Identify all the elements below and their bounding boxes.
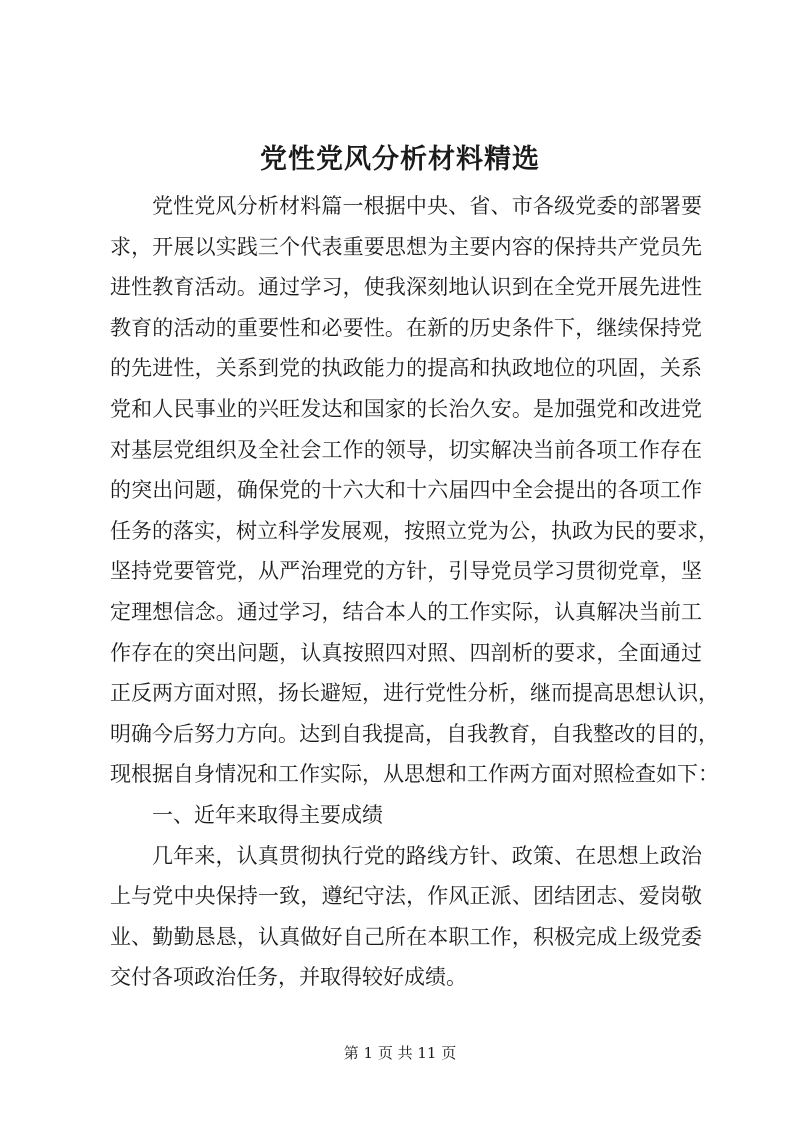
page-footer: 第 1 页 共 11 页 [343,1044,457,1062]
text-line: 正反两方面对照，扬长避短，进行党性分析，继而提高思想认识， [110,681,719,706]
text-line: 的突出问题，确保党的十六大和十六届四中全会提出的各项工作 [110,478,702,503]
paragraph-1 [110,186,719,795]
document-body [110,186,719,998]
section-heading: 一、近年来取得主要成绩 [152,802,383,827]
text-line: 任务的落实，树立科学发展观，按照立党为公，执政为民的要求， [110,518,719,543]
text-line: 业、勤勤恳恳，认真做好自己所在本职工作，积极完成上级党委 [110,924,702,949]
paragraph-2 [110,836,702,998]
text-line: 对基层党组织及全社会工作的领导，切实解决当前各项工作存在 [110,437,702,462]
text-line: 现根据自身情况和工作实际，从思想和工作两方面对照检查如下： [110,762,719,787]
text-line: 明确今后努力方向。达到自我提高，自我教育，自我整改的目的， [110,721,719,746]
text-line: 教育的活动的重要性和必要性。在新的历史条件下，继续保持党 [110,315,702,340]
text-line: 坚持党要管党，从严治理党的方针，引导党员学习贯彻党章，坚 [110,559,702,584]
text-line: 几年来，认真贯彻执行党的路线方针、政策、在思想上政治 [152,843,702,868]
text-line: 党和人民事业的兴旺发达和国家的长治久安。是加强党和改进党 [110,396,702,421]
text-line: 上与党中央保持一致，遵纪守法，作风正派、团结团志、爱岗敬 [110,884,702,909]
text-line: 定理想信念。通过学习，结合本人的工作实际，认真解决当前工 [110,599,702,624]
text-line: 的先进性，关系到党的执政能力的提高和执政地位的巩固，关系 [110,356,702,381]
text-line: 进性教育活动。通过学习，使我深刻地认识到在全党开展先进性 [110,275,702,300]
text-line: 交付各项政治任务，并取得较好成绩。 [110,965,467,990]
document-title: 党性党风分析材料精选 [260,144,540,175]
text-line: 作存在的突出问题，认真按照四对照、四剖析的要求，全面通过 [110,640,702,665]
text-line: 求，开展以实践三个代表重要思想为主要内容的保持共产党员先 [110,234,702,259]
text-line: 党性党风分析材料篇一根据中央、省、市各级党委的部署要 [152,194,702,218]
